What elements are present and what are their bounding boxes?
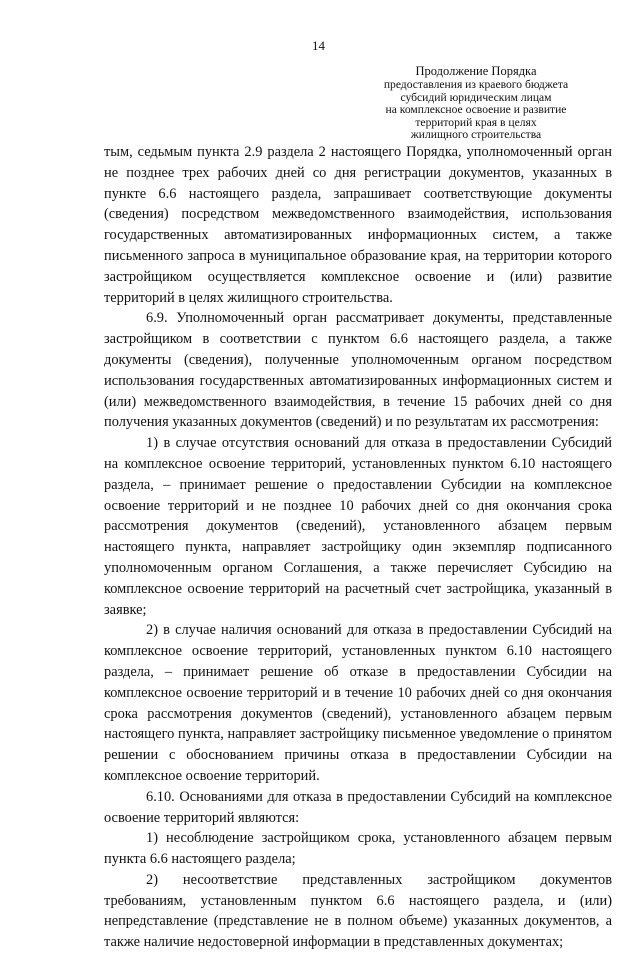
header-note-line: территорий края в целях xyxy=(415,115,537,129)
header-note xyxy=(351,64,601,142)
paragraph-6-10-item-1: 1) несоблюдение застройщиком срока, установленного абзацем первым пункта 6.6 настоящего раздела; xyxy=(104,830,612,868)
header-note-line: жилищного строительства xyxy=(410,128,542,141)
paragraph-6-9-item-2: 2) в случае наличия оснований для отказа в предоставлении Субсидий на комплексное освоение территорий, установленных пунктом 6.10 настоящего раздела, – принимает решение об отказе в предоставлении Субсидии на комплексное освоение территорий и в течение 10 рабочих дней со дня окончания срока рассмотрения документов (сведений), установленного абзацем первым настоящего пункта, направляет застройщику письменное уведомление о принятом решении с обоснованием причины отказа в предоставлении Субсидии на комплексное освоение территорий. xyxy=(104,622,612,784)
paragraph-6-10-item-2: 2) несоответствие представленных застройщиком документов требованиям, установленным пунктом 6.6 настоящего раздела, и (или) непредставление (представление не в полном объеме) указанных документов, а также наличие недостоверной информации в представленных документах; xyxy=(104,871,612,951)
paragraph-6-10: 6.10. Основаниями для отказа в предоставлении Субсидий на комплексное освоение территорий являются: xyxy=(104,788,612,826)
header-note-title: Продолжение Порядка xyxy=(415,64,537,78)
paragraph-6-9-item-1: 1) в случае отсутствия оснований для отказа в предоставлении Субсидий на комплексное освоение территорий, установленных пунктом 6.10 настоящего раздела, – принимает решение о предоставлении Субсидии на комплексное освоение территорий и не позднее 10 рабочих дней со дня окончания срока рассмотрения документов (сведений), установленного абзацем первым настоящего пункта, направляет застройщику один экземпляр подписанного уполномоченным органом Соглашения, а также перечисляет Субсидию на комплексное освоение территорий на расчетный счет застройщика, указанный в заявке; xyxy=(104,435,612,618)
paragraph-continuation: тым, седьмым пункта 2.9 раздела 2 настоящего Порядка, уполномоченный орган не позднее трех рабочих дней со дня регистрации документов, указанных в пункте 6.6 настоящего раздела, запрашивает соответствующие документы (сведения) посредством межведомственного взаимодействия, использования государственных автоматизированных информационных систем, а также письменного запроса в муниципальное образование края, на территории которого застройщиком осуществляется комплексное освоение и (или) развитие территорий в целях жилищного строительства. xyxy=(104,144,612,306)
body-text xyxy=(104,142,612,953)
header-note-line: субсидий юридическим лицам xyxy=(400,90,552,104)
page-number: 14 xyxy=(312,38,325,53)
header-note-line: на комплексное освоение и развитие xyxy=(385,103,567,116)
paragraph-6-9: 6.9. Уполномоченный орган рассматривает документы, представленные застройщиком в соответствии с пунктом 6.6 настоящего раздела, а также документы (сведения), полученные уполномоченным органом посредством использования государственных автоматизированных информационных систем и (или) межведомственного взаимодействия, в течение 15 рабочих дней со дня получения указанных документов (сведений) и по результатам их рассмотрения: xyxy=(104,310,612,431)
header-note-line: предоставления из краевого бюджета xyxy=(383,78,569,91)
